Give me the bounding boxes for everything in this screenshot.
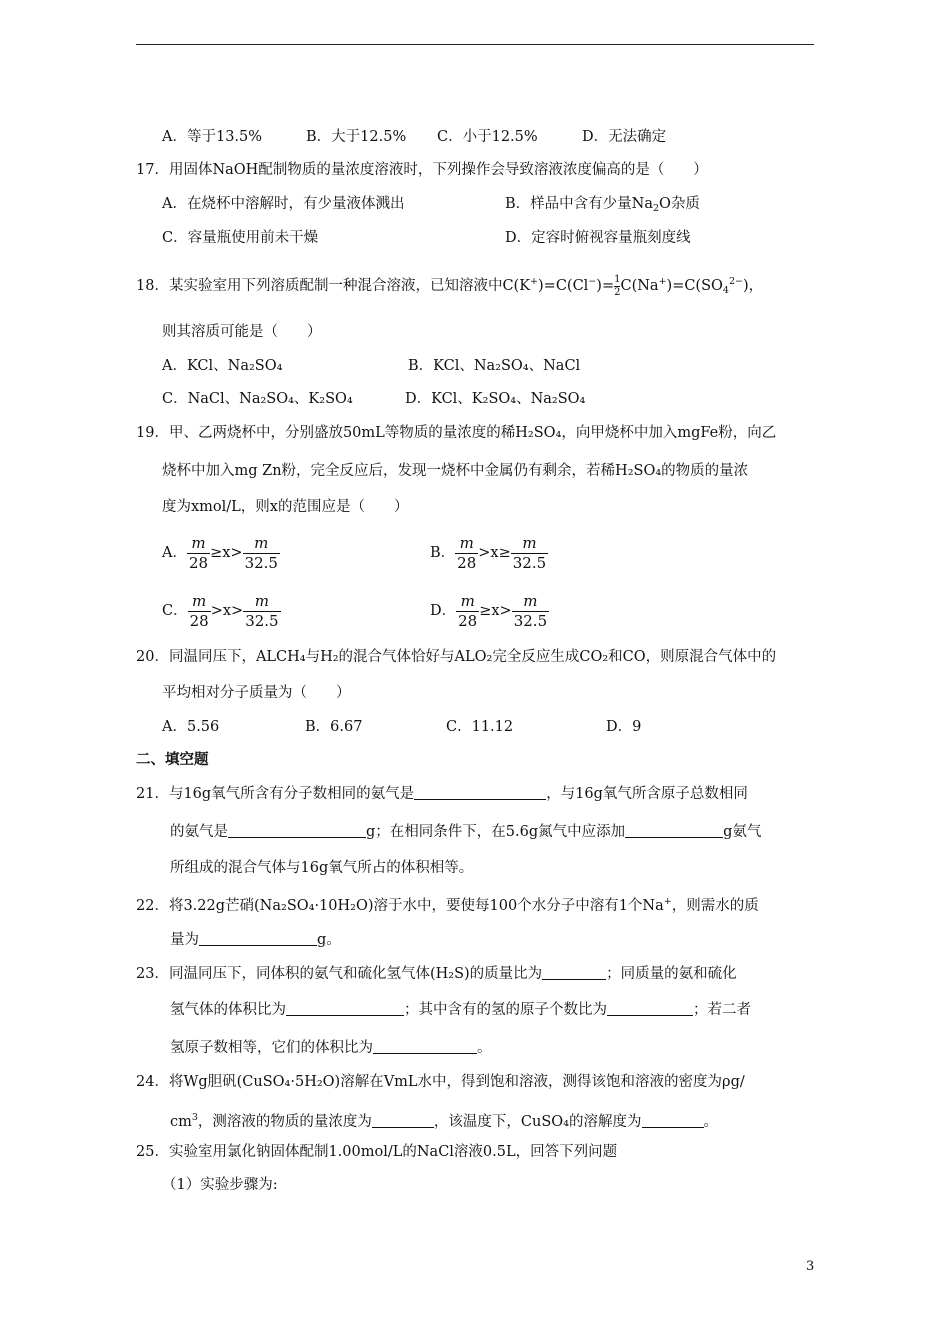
q20-option-a: A．5.56 xyxy=(162,719,220,735)
q25-line1: 25．实验室用氯化钠固体配制1.00mol/L的NaCl溶液0.5L，回答下列问题 xyxy=(136,1144,618,1160)
q18-stem: 18．某实验室用下列溶质配制一种混合溶液，已知溶液中C(K+)=C(Cl−)= $\frac{1}{2}$ $C(Na^+)=C(SO_4^{2-})$， xyxy=(136,273,764,298)
q19-option-a: A． $\frac{m}{28}$ ≥x> $\frac{m}{32.5}$ xyxy=(162,533,278,572)
q23-line1: 23．同温同压下，同体积的氨气和硫化氢气体(H₂S)的质量比为 ；同质量的氨和硫化 xyxy=(136,966,737,982)
q21-line1: 21．与16g氧气所含有分子数相同的氨气是 ，与16g氧气所含原子总数相同 xyxy=(136,786,748,802)
q16-option-b: B．大于12.5% xyxy=(306,129,407,145)
q16-option-a: A．等于13.5% xyxy=(162,129,263,145)
q23-line2: 氢气体的体积比为 ；其中含有的氢的原子个数比为 ；若二者 xyxy=(170,1002,751,1018)
header-rule xyxy=(136,44,814,45)
q17-option-a: A．在烧杯中溶解时，有少量液体溅出 xyxy=(162,196,405,212)
answer-blank[interactable] xyxy=(625,823,723,838)
answer-blank[interactable] xyxy=(286,1001,404,1016)
q24-line1: 24．将Wg胆矾(CuSO₄·5H₂O)溶解在VmL水中，得到饱和溶液，测得该饱和溶液的密度为ρg/ xyxy=(136,1074,745,1090)
q17-option-c: C．容量瓶使用前未干燥 xyxy=(162,230,319,246)
q17-stem: 17．用固体NaOH配制物质的量浓度溶液时，下列操作会导致溶液浓度偏高的是（ ） xyxy=(136,162,708,178)
q22-line2: 量为 g。 xyxy=(170,932,341,948)
q19-line2: 烧杯中加入mg Zn粉，完全反应后，发现一烧杯中金属仍有剩余，若稀H₂SO₄的物质的量浓 xyxy=(162,463,749,479)
q18-line2: 则其溶质可能是（ ） xyxy=(162,324,322,340)
answer-blank[interactable] xyxy=(373,1039,477,1054)
answer-blank[interactable] xyxy=(414,785,546,800)
section-heading: 二、填空题 xyxy=(136,751,209,768)
q20-option-d: D．9 xyxy=(606,719,642,735)
q20-line1: 20．同温同压下，ALCH₄与H₂的混合气体恰好与ALO₂完全反应生成CO₂和CO，则原混合气体中的 xyxy=(136,649,777,665)
q20-option-b: B．6.67 xyxy=(305,719,363,735)
q19-line1: 19．甲、乙两烧杯中，分别盛放50mL等物质的量浓度的稀H₂SO₄，向甲烧杯中加入mgFe粉，向乙 xyxy=(136,425,777,441)
answer-blank[interactable] xyxy=(372,1113,434,1128)
q18-option-a: A．KCl、Na₂SO₄ xyxy=(162,358,283,374)
answer-blank[interactable] xyxy=(228,823,366,838)
q23-line3: 氢原子数相等，它们的体积比为 。 xyxy=(170,1040,492,1056)
q18-option-c: C．NaCl、Na₂SO₄、K₂SO₄ xyxy=(162,391,353,407)
page-number: 3 xyxy=(806,1259,815,1274)
q20-option-c: C．11.12 xyxy=(446,719,514,735)
q20-line2: 平均相对分子质量为（ ） xyxy=(162,685,351,701)
answer-blank[interactable] xyxy=(607,1001,693,1016)
q17-option-b: B．样品中含有少量$Na_2O$杂质 xyxy=(505,196,700,214)
q17-option-d: D．定容时俯视容量瓶刻度线 xyxy=(505,230,691,246)
answer-blank[interactable] xyxy=(642,1113,704,1128)
q19-option-d: D． $\frac{m}{28}$ ≥x> $\frac{m}{32.5}$ xyxy=(430,591,548,630)
q25-line2: （1）实验步骤为: xyxy=(162,1177,278,1193)
q18-option-d: D．KCl、K₂SO₄、Na₂SO₄ xyxy=(405,391,586,407)
half-fraction: $\frac{1}{2}$ xyxy=(614,273,621,298)
q19-line3: 度为xmol/L，则x的范围应是（ ） xyxy=(162,499,409,515)
q21-line2: 的氨气是 g；在相同条件下，在5.6g氮气中应添加 g氨气 xyxy=(170,824,762,840)
answer-blank[interactable] xyxy=(199,931,317,946)
q19-option-c: C． $\frac{m}{28}$ >x> $\frac{m}{32.5}$ xyxy=(162,591,279,630)
answer-blank[interactable] xyxy=(542,965,606,980)
q22-line1: 22．将3.22g芒硝(Na₂SO₄·10H₂O)溶于水中，要使每100个水分子中溶有1个Na+，则需水的质 xyxy=(136,896,759,914)
q16-option-d: D．无法确定 xyxy=(582,129,667,145)
q24-line2: $cm^3$，测溶液的物质的量浓度为 ，该温度下，CuSO₄的溶解度为 。 xyxy=(170,1112,718,1130)
q21-line3: 所组成的混合气体与16g氧气所占的体积相等。 xyxy=(170,860,474,876)
q19-option-b: B． $\frac{m}{28}$ >x≥ $\frac{m}{32.5}$ xyxy=(430,533,547,572)
q18-option-b: B．KCl、Na₂SO₄、NaCl xyxy=(408,358,581,374)
q16-option-c: C．小于12.5% xyxy=(437,129,538,145)
